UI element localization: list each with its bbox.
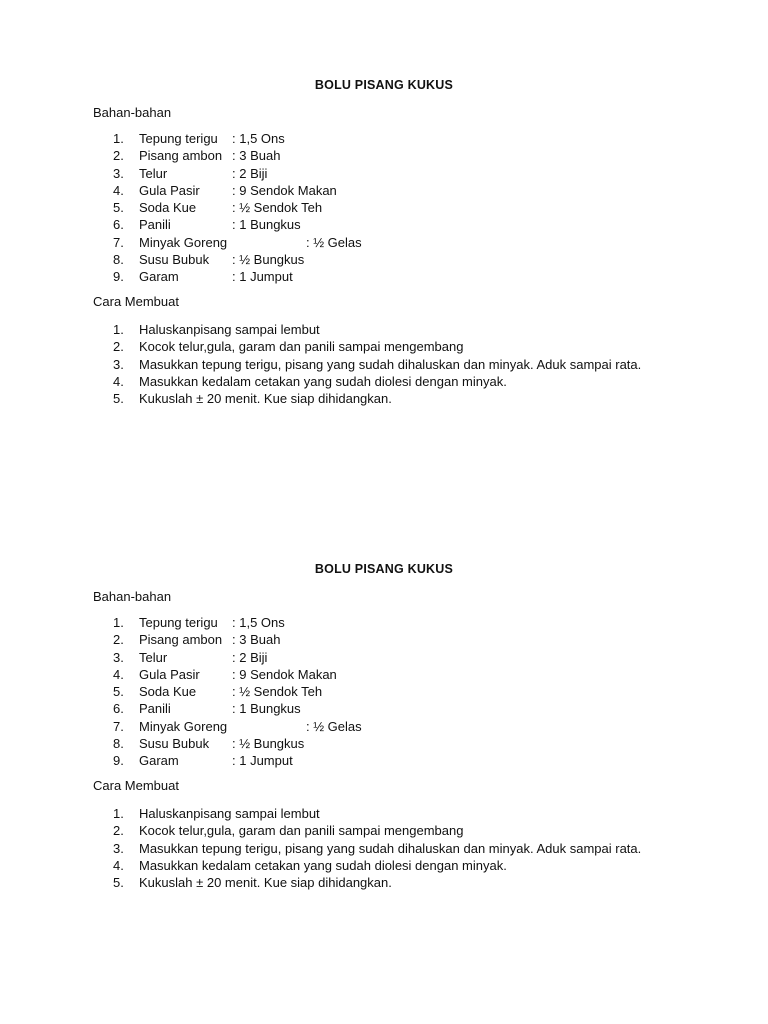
- ingredient-quantity: : 3 Buah: [232, 632, 281, 648]
- item-number: 6.: [113, 701, 124, 717]
- method-heading: Cara Membuat: [93, 778, 179, 793]
- ingredient-item: [0, 735, 768, 752]
- step-text: Kukuslah ± 20 menit. Kue siap dihidangkan.: [139, 875, 392, 891]
- item-number: 4.: [113, 182, 124, 198]
- ingredient-quantity: : 2 Biji: [232, 649, 268, 665]
- ingredient-quantity: : 1 Jumput: [232, 753, 293, 769]
- ingredient-item: [0, 216, 768, 233]
- ingredient-name: Pisang ambon: [139, 632, 223, 648]
- step-number: 3.: [113, 840, 124, 856]
- step-number: 4.: [113, 857, 124, 873]
- item-number: 2.: [113, 632, 124, 648]
- step-number: 4.: [113, 373, 124, 389]
- step-number: 5.: [113, 391, 124, 407]
- ingredient-quantity: : 9 Sendok Makan: [232, 182, 337, 198]
- step-item: [0, 822, 768, 839]
- item-number: 9.: [113, 269, 124, 285]
- item-number: 8.: [113, 252, 124, 268]
- step-item: [0, 338, 768, 355]
- ingredient-item: [0, 147, 768, 164]
- ingredient-item: [0, 614, 768, 631]
- item-number: 2.: [113, 148, 124, 164]
- ingredient-quantity: : 2 Biji: [232, 165, 268, 181]
- item-number: 5.: [113, 200, 124, 216]
- ingredient-item: [0, 700, 768, 717]
- ingredient-quantity: : 1 Bungkus: [232, 701, 301, 717]
- ingredient-item: [0, 752, 768, 769]
- ingredient-name: Minyak Goreng: [139, 718, 228, 734]
- item-number: 1.: [113, 131, 124, 146]
- ingredient-item: [0, 199, 768, 216]
- ingredient-name: Garam: [139, 269, 179, 285]
- step-item: [0, 356, 768, 373]
- item-number: 1.: [113, 615, 124, 630]
- step-item: [0, 805, 768, 822]
- item-number: 9.: [113, 753, 124, 769]
- ingredient-quantity: : 1 Jumput: [232, 269, 293, 285]
- steps-list: [0, 805, 768, 891]
- steps-list: [0, 321, 768, 407]
- step-number: 3.: [113, 356, 124, 372]
- ingredient-quantity: : 1,5 Ons: [232, 615, 285, 630]
- ingredient-item: [0, 182, 768, 199]
- method-heading: Cara Membuat: [93, 294, 179, 309]
- ingredients-heading: Bahan-bahan: [93, 105, 172, 120]
- ingredient-name: Susu Bubuk: [139, 736, 210, 752]
- ingredient-name: Panili: [139, 217, 171, 233]
- ingredients-heading: Bahan-bahan: [93, 589, 172, 604]
- recipe-title: BOLU PISANG KUKUS: [314, 562, 454, 576]
- ingredient-item: [0, 268, 768, 285]
- ingredient-quantity: : ½ Sendok Teh: [232, 200, 323, 216]
- item-number: 5.: [113, 684, 124, 700]
- item-number: 6.: [113, 217, 124, 233]
- step-item: [0, 857, 768, 874]
- step-text: Kukuslah ± 20 menit. Kue siap dihidangkan.: [139, 391, 392, 407]
- ingredient-item: [0, 130, 768, 147]
- step-text: Masukkan kedalam cetakan yang sudah diolesi dengan minyak.: [139, 373, 507, 389]
- step-text: Masukkan kedalam cetakan yang sudah diolesi dengan minyak.: [139, 857, 507, 873]
- item-number: 8.: [113, 736, 124, 752]
- ingredient-name: Tepung terigu: [139, 615, 218, 630]
- ingredient-item: [0, 649, 768, 666]
- ingredient-quantity: : ½ Sendok Teh: [232, 684, 323, 700]
- step-text: Masukkan tepung terigu, pisang yang sudah dihaluskan dan minyak. Aduk sampai rata.: [139, 356, 642, 372]
- ingredient-name: Minyak Goreng: [139, 234, 228, 250]
- step-number: 5.: [113, 875, 124, 891]
- ingredient-quantity: : 3 Buah: [232, 148, 281, 164]
- step-item: [0, 373, 768, 390]
- item-number: 3.: [113, 649, 124, 665]
- step-text: Haluskanpisang sampai lembut: [139, 322, 320, 337]
- step-item: [0, 874, 768, 891]
- ingredient-name: Soda Kue: [139, 200, 197, 216]
- ingredient-name: Gula Pasir: [139, 182, 200, 198]
- ingredient-item: [0, 631, 768, 648]
- ingredients-list: [0, 130, 768, 286]
- ingredient-quantity: : ½ Bungkus: [232, 736, 305, 752]
- ingredient-name: Telur: [139, 649, 168, 665]
- ingredients-list: [0, 614, 768, 770]
- ingredient-quantity: : ½ Gelas: [306, 718, 362, 734]
- ingredient-quantity: : ½ Gelas: [306, 234, 362, 250]
- ingredient-item: [0, 683, 768, 700]
- ingredient-name: Garam: [139, 753, 179, 769]
- ingredient-name: Soda Kue: [139, 684, 197, 700]
- step-number: 2.: [113, 823, 124, 839]
- step-item: [0, 840, 768, 857]
- step-text: Masukkan tepung terigu, pisang yang sudah dihaluskan dan minyak. Aduk sampai rata.: [139, 840, 642, 856]
- ingredient-quantity: : ½ Bungkus: [232, 252, 305, 268]
- recipe-title: BOLU PISANG KUKUS: [314, 78, 454, 92]
- ingredient-name: Telur: [139, 165, 168, 181]
- ingredient-name: Gula Pasir: [139, 666, 200, 682]
- ingredient-item: [0, 718, 768, 735]
- step-text: Haluskanpisang sampai lembut: [139, 806, 320, 821]
- ingredient-quantity: : 9 Sendok Makan: [232, 666, 337, 682]
- step-number: 2.: [113, 339, 124, 355]
- step-number: 1.: [113, 322, 124, 337]
- ingredient-quantity: : 1 Bungkus: [232, 217, 301, 233]
- ingredient-name: Susu Bubuk: [139, 252, 210, 268]
- item-number: 7.: [113, 234, 124, 250]
- step-item: [0, 390, 768, 407]
- ingredient-name: Pisang ambon: [139, 148, 223, 164]
- ingredient-item: [0, 165, 768, 182]
- item-number: 7.: [113, 718, 124, 734]
- step-text: Kocok telur,gula, garam dan panili sampai mengembang: [139, 823, 464, 839]
- item-number: 3.: [113, 165, 124, 181]
- ingredient-quantity: : 1,5 Ons: [232, 131, 285, 146]
- ingredient-item: [0, 666, 768, 683]
- ingredient-item: [0, 234, 768, 251]
- ingredient-name: Panili: [139, 701, 171, 717]
- step-item: [0, 321, 768, 338]
- ingredient-name: Tepung terigu: [139, 131, 218, 146]
- step-number: 1.: [113, 806, 124, 821]
- step-text: Kocok telur,gula, garam dan panili sampai mengembang: [139, 339, 464, 355]
- item-number: 4.: [113, 666, 124, 682]
- ingredient-item: [0, 251, 768, 268]
